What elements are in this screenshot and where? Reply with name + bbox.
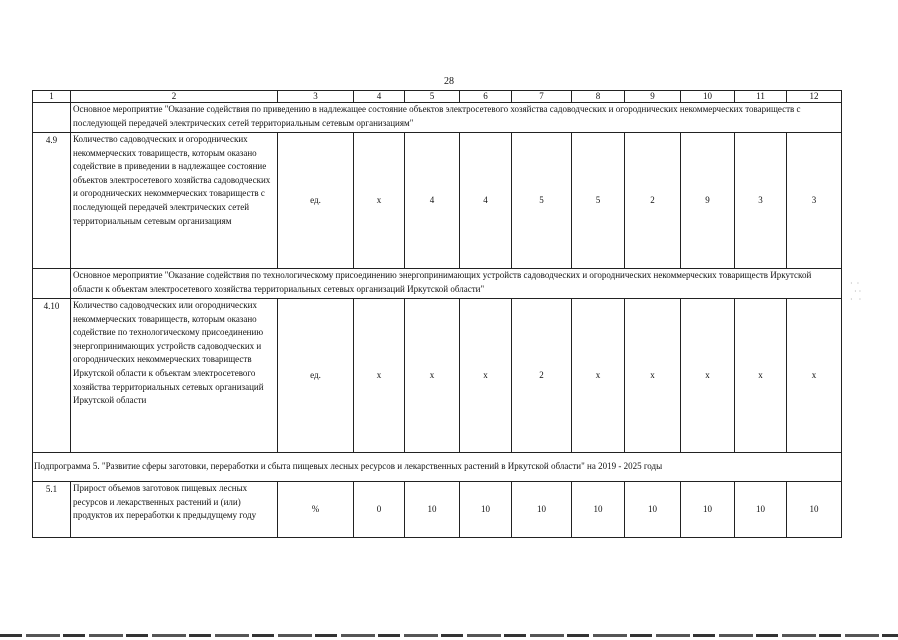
main-event-row xyxy=(33,269,842,299)
value-cell: 2 xyxy=(625,133,681,269)
page-number: 28 xyxy=(444,76,454,87)
main-event-text: Основное мероприятие "Оказание содействия по технологическому присоединению энергопринимающих устройств садоводческих и огороднических некоммерческих товариществ Иркутской области к объектам электросетевого хозяйства территориальных сетевых организаций Иркутской области" xyxy=(71,269,842,299)
value-cell: х xyxy=(625,299,681,453)
indicator-name: Прирост объемов заготовок пищевых лесных ресурсов и лекарственных растений и (или) продуктов их переработки к предыдущему году xyxy=(71,482,278,538)
value-cell: 2 xyxy=(512,299,572,453)
column-number-row xyxy=(33,91,842,103)
indicator-name: Количество садоводческих и огороднических некоммерческих товариществ, которым оказано содействие в приведении в надлежащее состояние объектов электросетевого хозяйства садоводческих и огороднических некоммерческих товариществ с последующей передачей электрических сетей территориальным сетевым организациям xyxy=(71,133,278,269)
column-number: 10 xyxy=(681,91,735,103)
main-event-text: Основное мероприятие "Оказание содействия по приведению в надлежащее состояние объектов электросетевого хозяйства садоводческих и огороднических некоммерческих товариществ с последующей передачей электрических сетей территориальным сетевым организациям" xyxy=(71,103,842,133)
column-number: 9 xyxy=(625,91,681,103)
column-number: 12 xyxy=(787,91,842,103)
row-number: 4.9 xyxy=(33,133,71,269)
indicators-table xyxy=(32,90,842,538)
column-number: 6 xyxy=(460,91,512,103)
value-cell: х xyxy=(460,299,512,453)
value-cell: х xyxy=(354,299,405,453)
subprogram-row xyxy=(33,453,842,482)
value-cell: х xyxy=(405,299,460,453)
table-row xyxy=(33,133,842,269)
indicator-name: Количество садоводческих или огороднических некоммерческих товариществ, которым оказано содействие по технологическому присоединению энергопринимающих устройств садоводческих и огороднических некоммерческих товариществ Иркутской области к объектам электросетевого хозяйства территориальных сетевых организаций Иркутской области xyxy=(71,299,278,453)
value-cell: 4 xyxy=(460,133,512,269)
value-cell: 5 xyxy=(512,133,572,269)
value-cell: 0 xyxy=(354,482,405,538)
value-cell: 10 xyxy=(735,482,787,538)
value-cell: 10 xyxy=(625,482,681,538)
unit-cell: ед. xyxy=(278,299,354,453)
value-cell: 5 xyxy=(572,133,625,269)
column-number: 4 xyxy=(354,91,405,103)
value-cell: х xyxy=(572,299,625,453)
value-cell: 10 xyxy=(512,482,572,538)
column-number: 8 xyxy=(572,91,625,103)
value-cell: 10 xyxy=(572,482,625,538)
column-number: 11 xyxy=(735,91,787,103)
empty-cell xyxy=(33,103,71,133)
value-cell: х xyxy=(735,299,787,453)
value-cell: 3 xyxy=(735,133,787,269)
value-cell: х xyxy=(787,299,842,453)
value-cell: х xyxy=(681,299,735,453)
table-row xyxy=(33,299,842,453)
column-number: 2 xyxy=(71,91,278,103)
scan-bottom-edge xyxy=(0,634,898,637)
column-number: 1 xyxy=(33,91,71,103)
value-cell: 10 xyxy=(787,482,842,538)
empty-cell xyxy=(33,269,71,299)
column-number: 3 xyxy=(278,91,354,103)
value-cell: 9 xyxy=(681,133,735,269)
value-cell: 10 xyxy=(405,482,460,538)
column-number: 5 xyxy=(405,91,460,103)
scan-specks: · · · · · · xyxy=(850,279,862,304)
row-number: 5.1 xyxy=(33,482,71,538)
table-row xyxy=(33,482,842,538)
row-number: 4.10 xyxy=(33,299,71,453)
value-cell: х xyxy=(354,133,405,269)
value-cell: 10 xyxy=(681,482,735,538)
column-number: 7 xyxy=(512,91,572,103)
main-event-row xyxy=(33,103,842,133)
subprogram-title: Подпрограмма 5. "Развитие сферы заготовки, переработки и сбыта пищевых лесных ресурсов и лекарственных растений в Иркутской области" на 2019 - 2025 годы xyxy=(33,453,842,482)
unit-cell: % xyxy=(278,482,354,538)
value-cell: 4 xyxy=(405,133,460,269)
value-cell: 3 xyxy=(787,133,842,269)
unit-cell: ед. xyxy=(278,133,354,269)
value-cell: 10 xyxy=(460,482,512,538)
